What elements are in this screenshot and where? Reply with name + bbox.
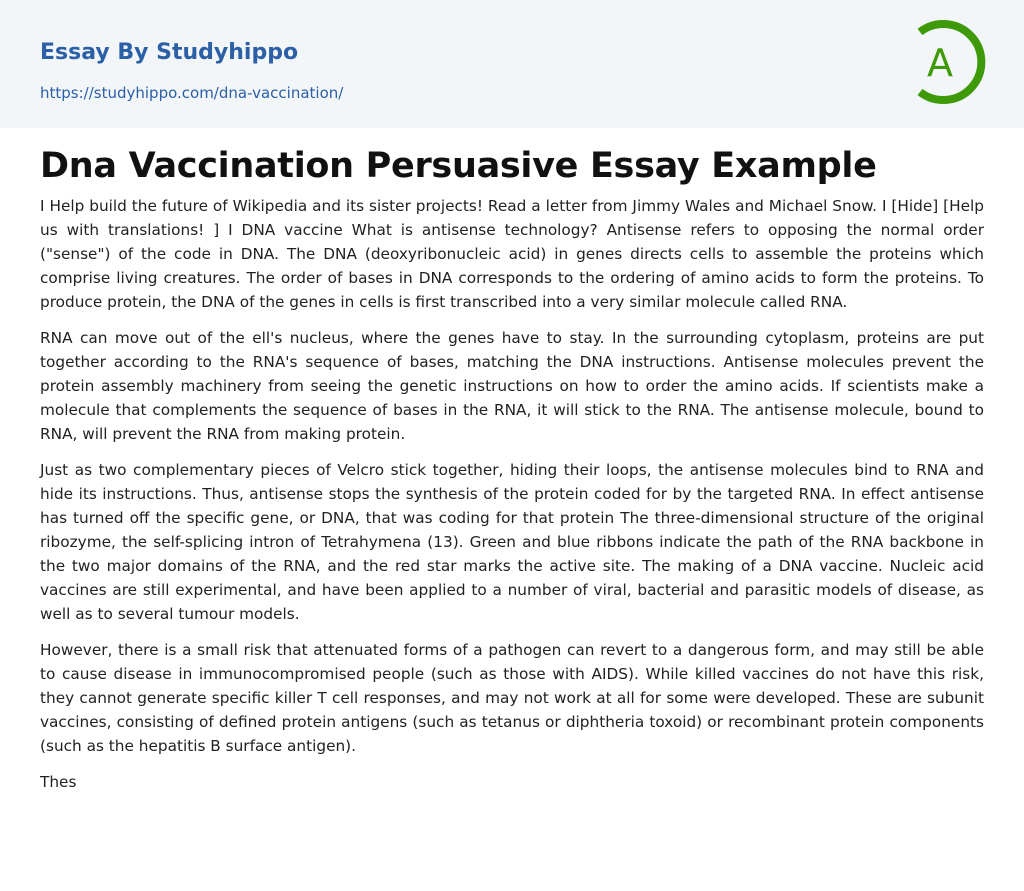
site-name: Essay By Studyhippo — [40, 40, 299, 65]
article — [0, 144, 1024, 794]
article-title: Dna Vaccination Persuasive Essay Example — [40, 146, 877, 186]
site-header — [0, 0, 1024, 128]
logo-letter: A — [927, 41, 953, 85]
paragraph: RNA can move out of the ell's nucleus, where the genes have to stay. In the surrounding cytoplasm, proteins are put together according to the RNA's sequence of bases, matching the DNA instructions. Antisense molecules prevent the protein assembly machinery from seeing the genetic instructions on how to order the amino acids. If scientists make a molecule that complements the sequence of bases in the RNA, it will stick to the RNA. The antisense molecule, bound to RNA, will prevent the RNA from making protein. — [40, 329, 984, 443]
article-url-link[interactable]: https://studyhippo.com/dna-vaccination/ — [40, 84, 344, 102]
paragraph: Thes — [40, 773, 77, 791]
paragraph: Just as two complementary pieces of Velcro stick together, hiding their loops, the antisense molecules bind to RNA and hide its instructions. Thus, antisense stops the synthesis of the protein coded for by the targeted RNA. In effect antisense has turned off the specific gene, or DNA, that was coding for that protein The three-dimensional structure of the original ribozyme, the self-splicing intron of Tetrahymena (13). Green and blue ribbons indicate the path of the RNA backbone in the two major domains of the RNA, and the red star marks the active site. The making of a DNA vaccine. Nucleic acid vaccines are still experimental, and have been applied to a number of viral, bacterial and parasitic models of disease, as well as to several tumour models. — [40, 461, 984, 623]
paragraph: I Help build the future of Wikipedia and its sister projects! Read a letter from Jimmy Wales and Michael Snow. I [Hide] [Help us with translations! ] I DNA vaccine What is antisense technology? Antisense refers to opposing the normal order ("sense") of the code in DNA. The DNA (deoxyribonucleic acid) in genes directs cells to assemble the proteins which comprise living creatures. The order of bases in DNA corresponds to the ordering of amino acids to form the proteins. To produce protein, the DNA of the genes in cells is first transcribed into a very similar molecule called RNA. — [40, 197, 984, 311]
paragraph: However, there is a small risk that attenuated forms of a pathogen can revert to a dangerous form, and may still be able to cause disease in immunocompromised people (such as those with AIDS). While killed vaccines do not have this risk, they cannot generate specific killer T cell responses, and may not work at all for some were developed. These are subunit vaccines, consisting of defined protein antigens (such as tetanus or diphtheria toxoid) or recombinant protein components (such as the hepatitis B surface antigen). — [40, 641, 984, 755]
studyhippo-logo-icon[interactable] — [906, 18, 988, 106]
